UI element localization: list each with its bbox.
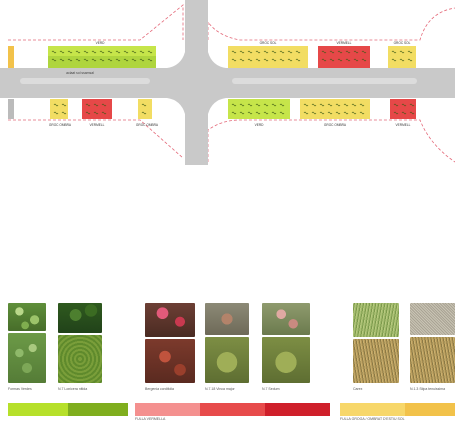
bed-bottom-left-stub xyxy=(8,99,14,119)
photo-caption-5: N.7 Sedum xyxy=(262,387,280,391)
lane-marking-left xyxy=(20,78,150,84)
swatch-red-mid xyxy=(200,403,265,416)
bed-top-left-stub xyxy=(8,46,14,68)
photo-green-1a xyxy=(8,303,46,331)
street-plan xyxy=(0,0,455,180)
photo-caption-3: Bergenia cordifolia xyxy=(145,387,174,391)
bed-top-red xyxy=(318,46,370,68)
photo-green-2b xyxy=(58,335,102,383)
label-top-red: VERMELL xyxy=(336,41,352,45)
bed-bottom-yellow-2 xyxy=(138,99,152,119)
photo-red-3a xyxy=(262,303,310,335)
swatch-yellow-mid xyxy=(405,403,455,416)
photo-green-2a xyxy=(58,303,102,333)
plot-outline-top-left xyxy=(8,5,183,40)
photo-caption-6: Carex xyxy=(353,387,363,391)
bed-bottom-red-right xyxy=(390,99,416,119)
swatch-red-dark xyxy=(265,403,330,416)
photo-yellow-1a xyxy=(353,303,399,337)
photo-caption-1: Formas Verdes xyxy=(8,387,32,391)
photo-red-1a xyxy=(145,303,195,337)
label-bottom-green-right: VERD xyxy=(254,123,264,127)
bar-label-yellow: FULLA GROGA / OMBRAT D'ESTIU SOL xyxy=(340,417,405,421)
swatch-green-light xyxy=(8,403,68,416)
bed-bottom-green xyxy=(228,99,290,119)
photo-red-1b xyxy=(145,339,195,383)
photo-red-2a xyxy=(205,303,249,335)
photo-green-1b xyxy=(8,333,46,383)
lane-marking-right xyxy=(232,78,417,84)
photo-caption-2: N.7 Lonicera nitida xyxy=(58,387,88,391)
label-bottom-red-right: VERMELL xyxy=(395,123,411,127)
label-top-green: VERD xyxy=(95,41,105,45)
bed-bottom-yellow-right xyxy=(300,99,370,119)
swatch-red-light xyxy=(135,403,200,416)
swatch-yellow-light xyxy=(340,403,405,416)
swatch-green-dark xyxy=(68,403,128,416)
bar-label-red: FULLA VERMELLA xyxy=(135,417,166,421)
photo-red-3b xyxy=(262,337,310,383)
photo-yellow-1b xyxy=(353,339,399,383)
photo-yellow-2b xyxy=(410,337,455,383)
photo-red-2b xyxy=(205,337,249,383)
bed-bottom-yellow-1 xyxy=(50,99,68,119)
label-bottom-yellow-1: GROC OMBRA xyxy=(48,123,72,127)
photo-yellow-2a xyxy=(410,303,455,335)
label-top-yellow-1: GROC SOL xyxy=(259,41,277,45)
label-top-yellow-2: GROC SOL xyxy=(393,41,411,45)
label-bottom-yellow-right: GROC OMBRA xyxy=(323,123,347,127)
photo-caption-4: N.7.18 Vinca major xyxy=(205,387,235,391)
bed-top-yellow-1 xyxy=(228,46,308,68)
road-label: aclaat sol ssamsal xyxy=(66,71,94,75)
bed-top-green xyxy=(48,46,156,68)
label-bottom-red-1: VERMELL xyxy=(89,123,105,127)
bed-top-yellow-2 xyxy=(388,46,416,68)
plot-outline-top-right xyxy=(208,8,455,40)
bed-bottom-red-1 xyxy=(82,99,112,119)
road-vertical xyxy=(167,0,226,165)
label-bottom-yellow-2: GROC OMBRA xyxy=(135,123,159,127)
photo-caption-7: N.1.3 Stipa tenuissima xyxy=(410,387,446,391)
